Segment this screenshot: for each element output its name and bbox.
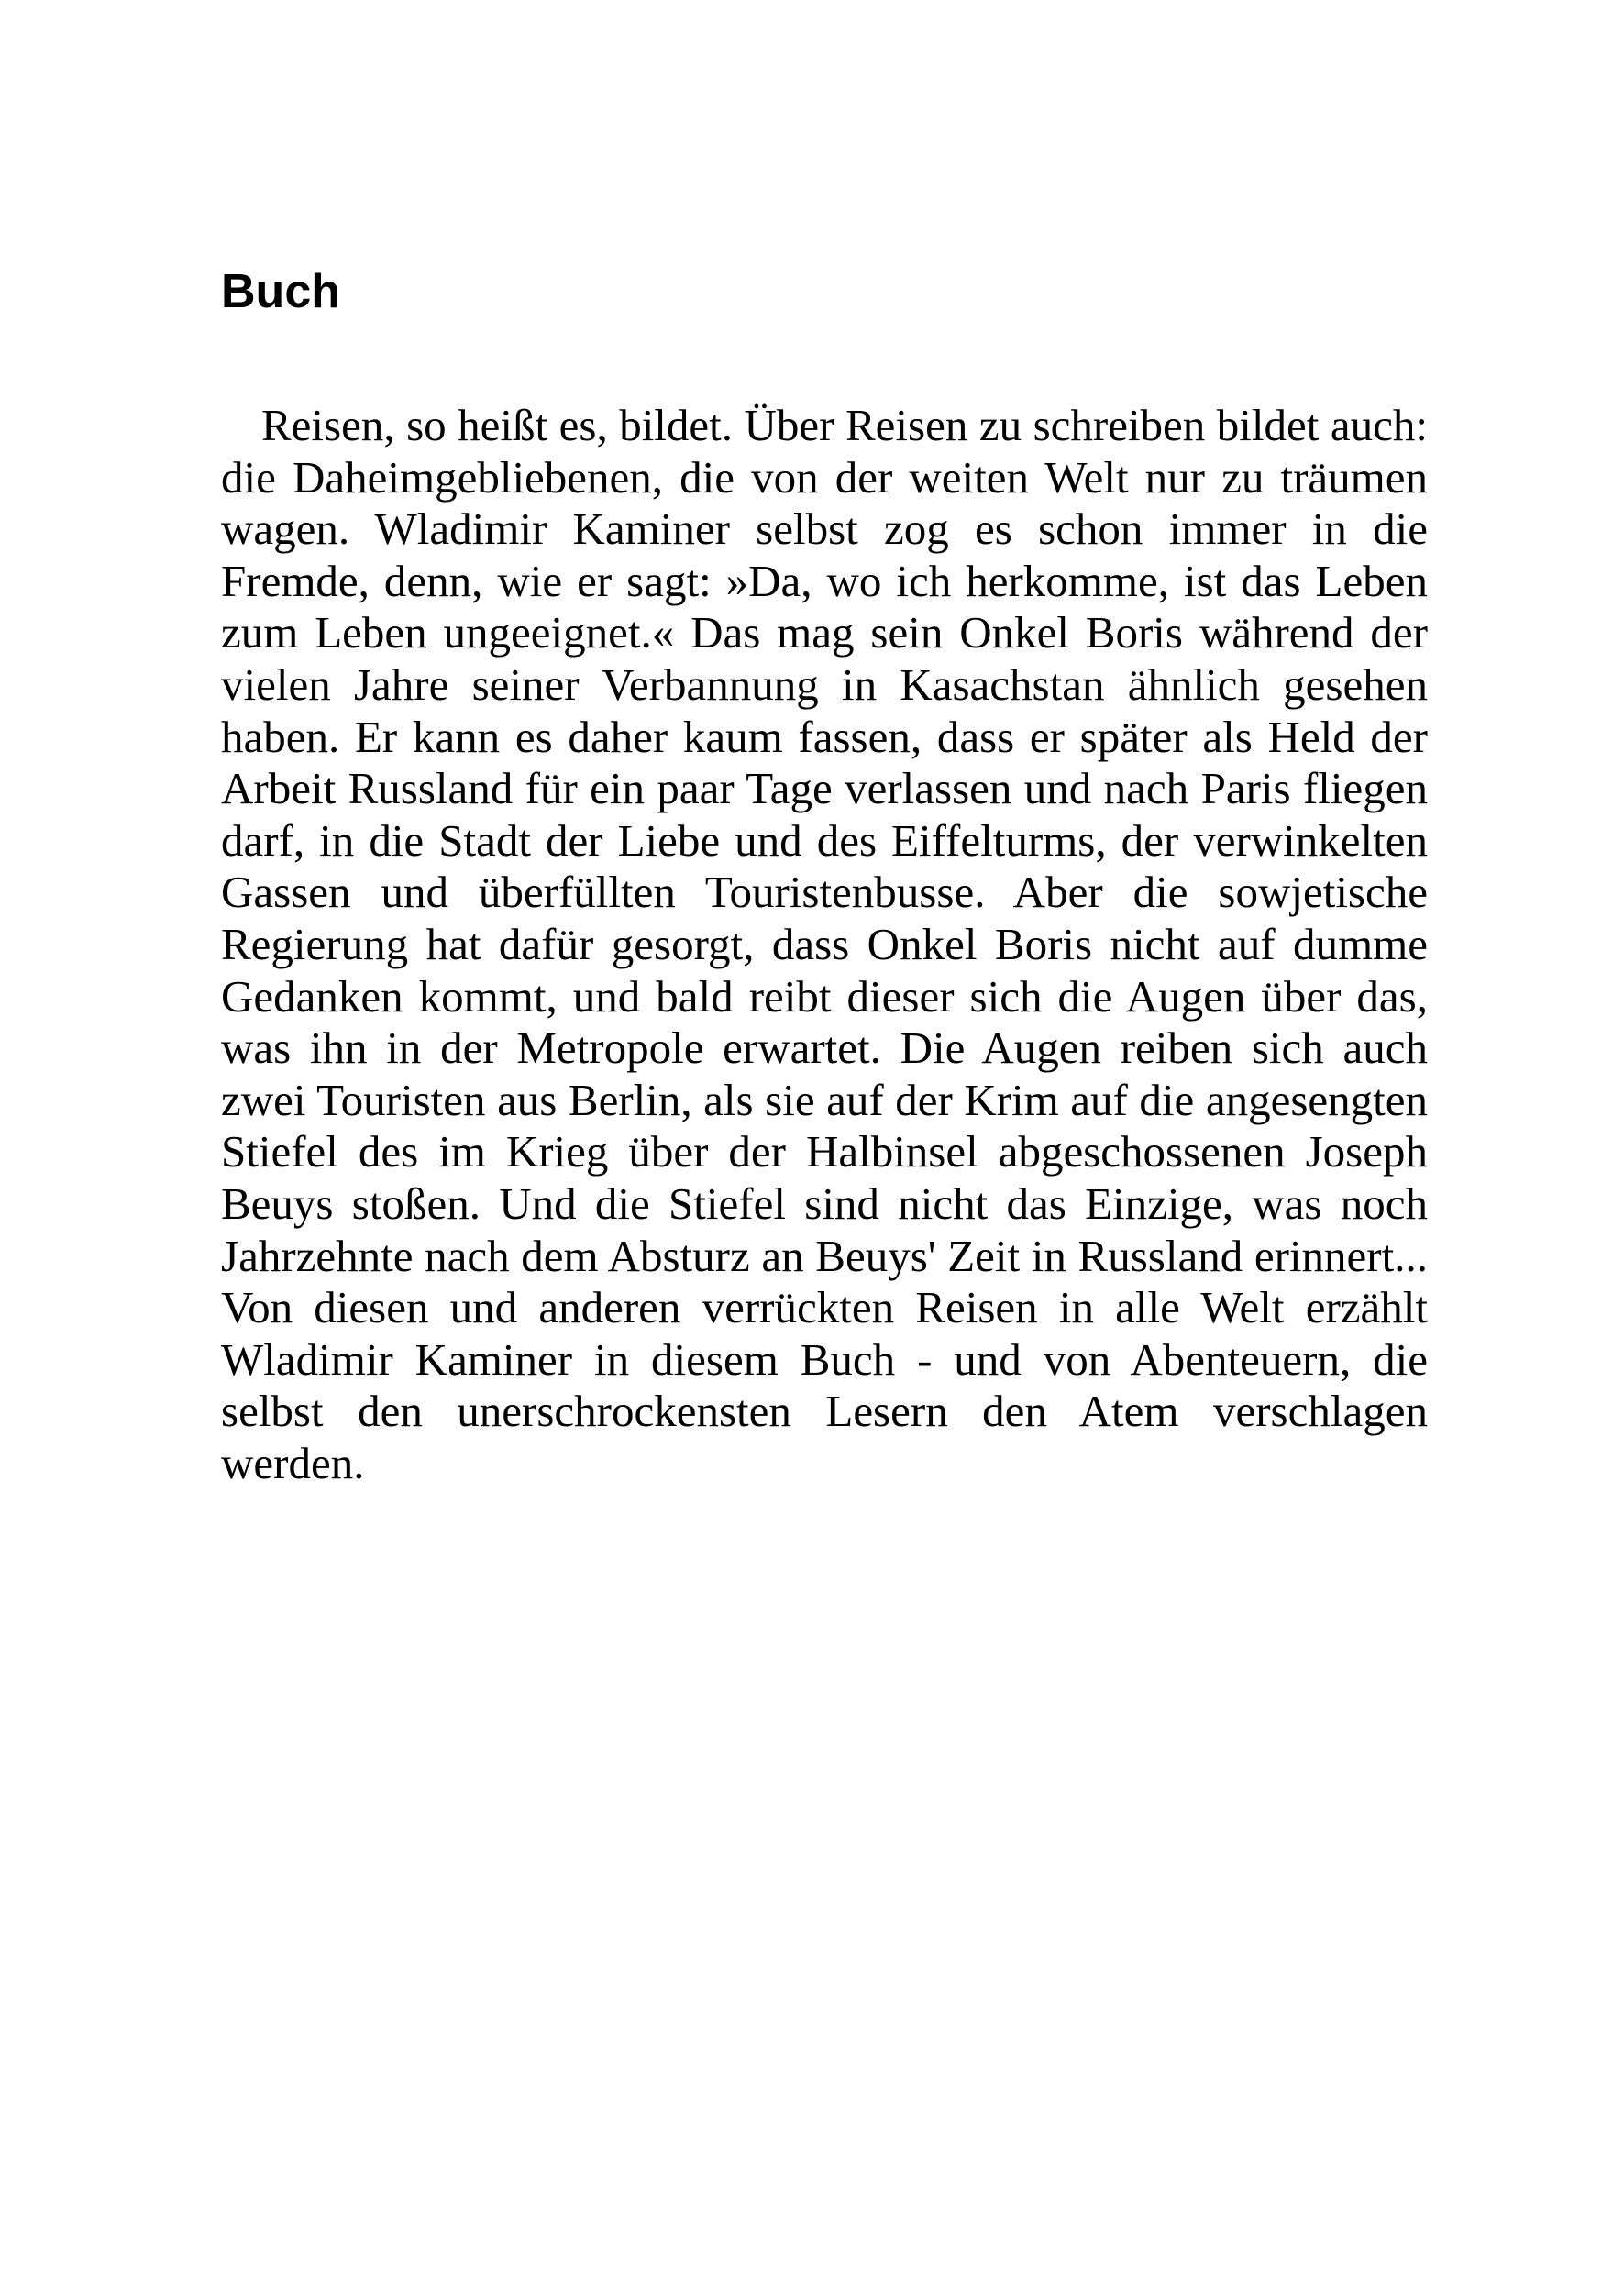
- page-heading: Buch: [221, 265, 340, 318]
- body-paragraph: Reisen, so heißt es, bildet. Über Reisen zu schreiben bildet auch: die Daheimgebliebenen, die von der weiten Welt nur zu träumen wagen. Wladimir Kaminer selbst zog es schon immer in die Fremde, denn, wie er sagt: »Da, wo ich herkomme, ist das Leben zum Leben ungeeignet.« Das mag sein Onkel Boris während der vielen Jahre seiner Verbannung in Kasachstan ähnlich gesehen haben. Er kann es daher kaum fassen, dass er später als Held der Arbeit Russland für ein paar Tage verlassen und nach Paris fliegen darf, in die Stadt der Liebe und des Eiffelturms, der verwinkelten Gassen und überfüllten Touristenbusse. Aber die sowjetische Regierung hat dafür gesorgt, dass Onkel Boris nicht auf dumme Gedanken kommt, und bald reibt dieser sich die Augen über das, was ihn in der Metropole erwartet. Die Augen reiben sich auch zwei Touristen aus Berlin, als sie auf der Krim auf die angesengten Stiefel des im Krieg über der Halbinsel abgeschossenen Joseph Beuys stoßen. Und die Stiefel sind nicht das Einzige, was noch Jahrzehnte nach dem Absturz an Beuys' Zeit in Russland erinnert... Von diesen und anderen verrückten Reisen in alle Welt erzählt Wladimir Kaminer in diesem Buch - und von Abenteuern, die selbst den unerschrockensten Lesern den Atem verschlagen werden.: [221, 400, 1428, 1488]
